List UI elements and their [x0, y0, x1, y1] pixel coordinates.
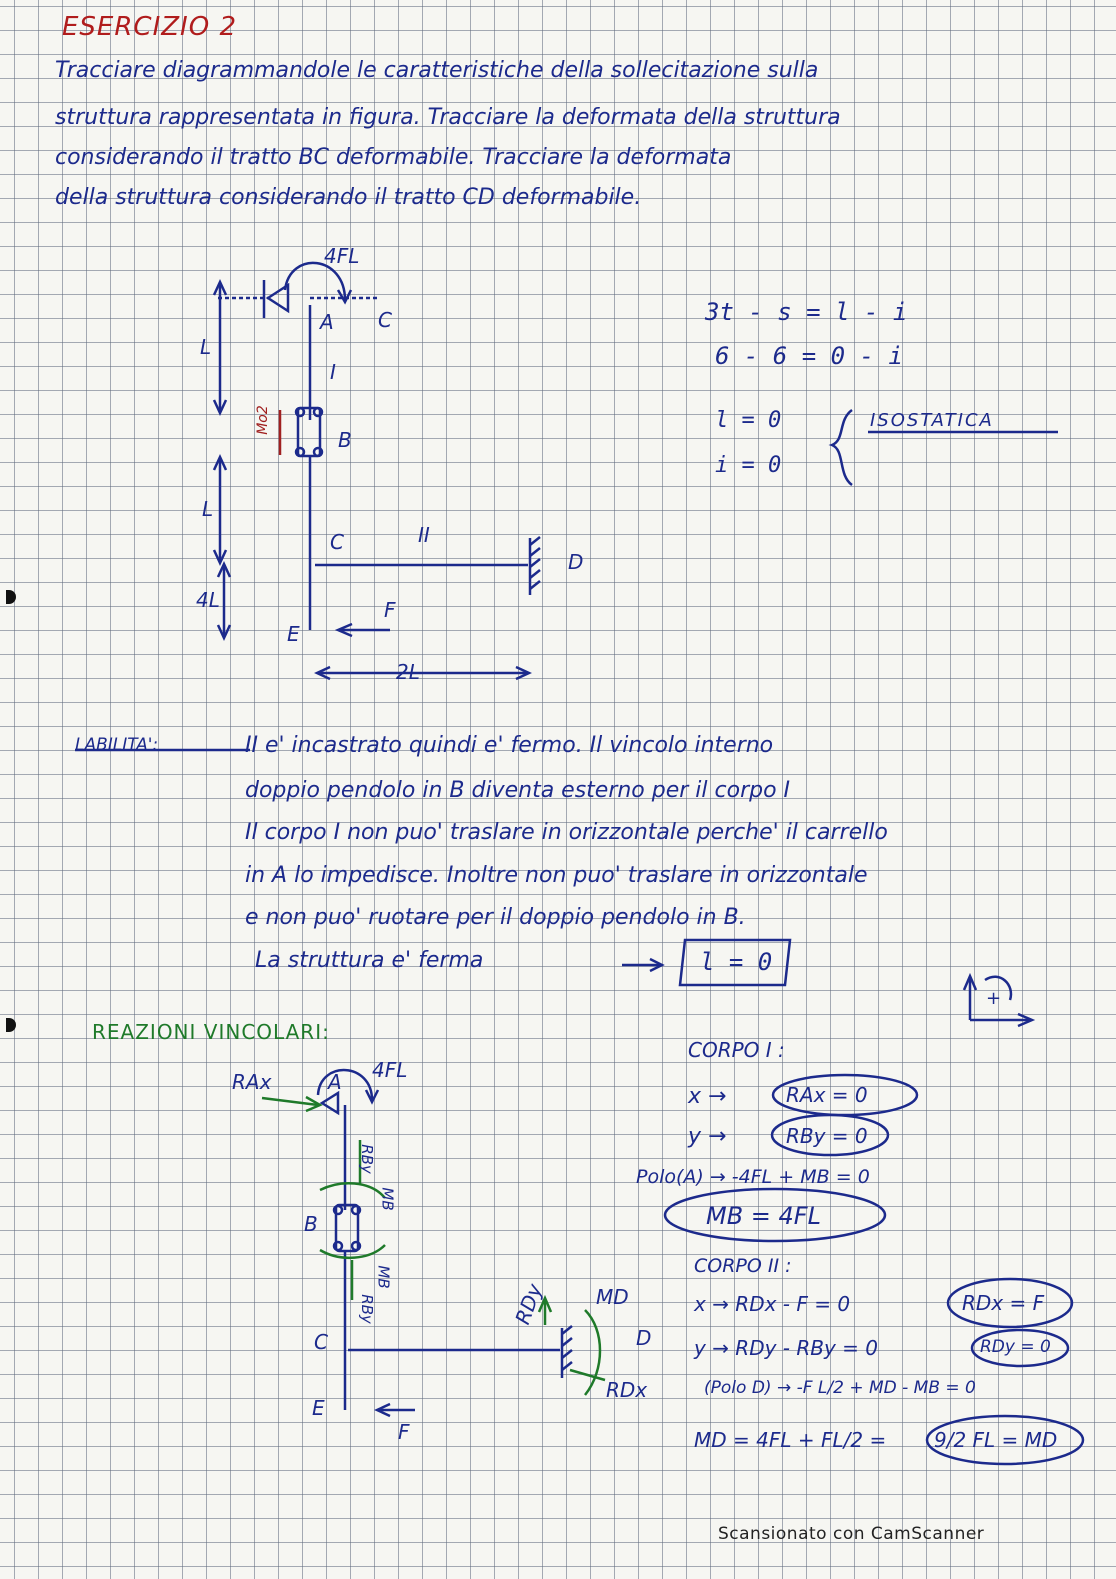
problem-line-1: Tracciare diagrammandole le caratteristiche della sollecitazione sulla — [55, 58, 819, 83]
fig2-moment: 4FL — [372, 1058, 408, 1082]
labilita-line-5: e non puo' ruotare per il doppio pendolo in B. — [245, 905, 746, 930]
reactions-heading: REAZIONI VINCOLARI: — [92, 1020, 330, 1044]
node-c-label: C — [330, 530, 344, 554]
rdy-label: RDy — [510, 1280, 547, 1328]
fig2-node-a: A — [328, 1070, 342, 1094]
dim-l-lower: L — [202, 497, 214, 521]
node-a-label: A — [320, 310, 334, 334]
body-1-x-result: RAx = 0 — [786, 1083, 868, 1107]
node-d-label: D — [568, 550, 584, 574]
dim-2l: 2L — [396, 660, 420, 684]
body-2-moment-result: 9/2 FL = MD — [934, 1428, 1058, 1452]
body-1-moment-result: MB = 4FL — [706, 1202, 821, 1230]
body-2-moment: (Polo D) → -F L/2 + MD - MB = 0 — [704, 1378, 976, 1398]
body-2-y-result: RDy = 0 — [980, 1337, 1051, 1357]
body-2-label: II — [418, 523, 430, 547]
count-eq-3: l = 0 — [715, 408, 782, 433]
body-1-label: I — [330, 360, 336, 384]
fig2-node-c: C — [314, 1330, 328, 1354]
labilita-line-6: La struttura e' ferma — [255, 948, 484, 973]
force-f-label: F — [384, 598, 396, 622]
load-moment-label: 4FL — [324, 244, 360, 268]
body-1-y: y → — [688, 1124, 727, 1149]
body-1-moment: Polo(A) → -4FL + MB = 0 — [636, 1166, 870, 1188]
node-e-label: E — [287, 622, 300, 646]
count-eq-2: 6 - 6 = 0 - i — [715, 342, 903, 370]
dim-4l: 4L — [196, 588, 220, 612]
sign-convention: + — [986, 988, 1002, 1009]
body-1-x: x → — [688, 1084, 727, 1109]
node-c-top-label: C — [378, 308, 392, 332]
mb-top-label: MB — [378, 1187, 397, 1211]
count-eq-4: i = 0 — [715, 453, 782, 478]
rby-top-label: RBy — [357, 1144, 376, 1174]
body-1-y-result: RBy = 0 — [786, 1124, 868, 1148]
fig2-node-b: B — [304, 1212, 318, 1236]
labilita-line-1: II e' incastrato quindi e' fermo. Il vincolo interno — [245, 733, 774, 758]
problem-line-2: struttura rappresentata in figura. Tracciare la deformata della struttura — [55, 105, 841, 130]
rby-bottom-label: RBy — [357, 1294, 376, 1324]
labilita-line-4: in A lo impedisce. Inoltre non puo' traslare in orizzontale — [245, 863, 868, 888]
count-eq-1: 3t - s = l - i — [705, 298, 908, 326]
side-note: Mo2 — [254, 405, 271, 435]
scanner-footer: Scansionato con CamScanner — [718, 1524, 985, 1544]
labilita-heading: LABILITA': — [75, 735, 159, 755]
isostatica-label: ISOSTATICA — [870, 410, 994, 431]
fig2-force: F — [398, 1420, 410, 1444]
dim-l-upper: L — [200, 335, 212, 359]
node-b-label: B — [338, 428, 352, 452]
body-1-heading: CORPO I : — [688, 1038, 785, 1062]
problem-line-3: considerando il tratto BC deformabile. Tracciare la deformata — [55, 145, 732, 170]
mb-bottom-label: MB — [374, 1265, 393, 1289]
rdx-label: RDx — [606, 1378, 648, 1402]
exercise-title: ESERCIZIO 2 — [62, 12, 237, 42]
problem-line-4: della struttura considerando il tratto CD deformabile. — [55, 185, 642, 210]
labilita-line-2: doppio pendolo in B diventa esterno per il corpo I — [245, 778, 791, 803]
body-2-x-result: RDx = F — [962, 1291, 1045, 1315]
labilita-result: l = 0 — [700, 948, 773, 976]
body-2-moment-final: MD = 4FL + FL/2 = — [694, 1428, 887, 1452]
rax-label: RAx — [232, 1070, 272, 1094]
md-label: MD — [596, 1285, 629, 1309]
fig2-node-e: E — [312, 1396, 325, 1420]
body-2-x: x → RDx - F = 0 — [694, 1292, 851, 1316]
body-2-heading: CORPO II : — [694, 1255, 792, 1277]
labilita-line-3: Il corpo I non puo' traslare in orizzontale perche' il carrello — [245, 820, 888, 845]
fig2-node-d: D — [636, 1326, 652, 1350]
body-2-y: y → RDy - RBy = 0 — [694, 1336, 879, 1360]
